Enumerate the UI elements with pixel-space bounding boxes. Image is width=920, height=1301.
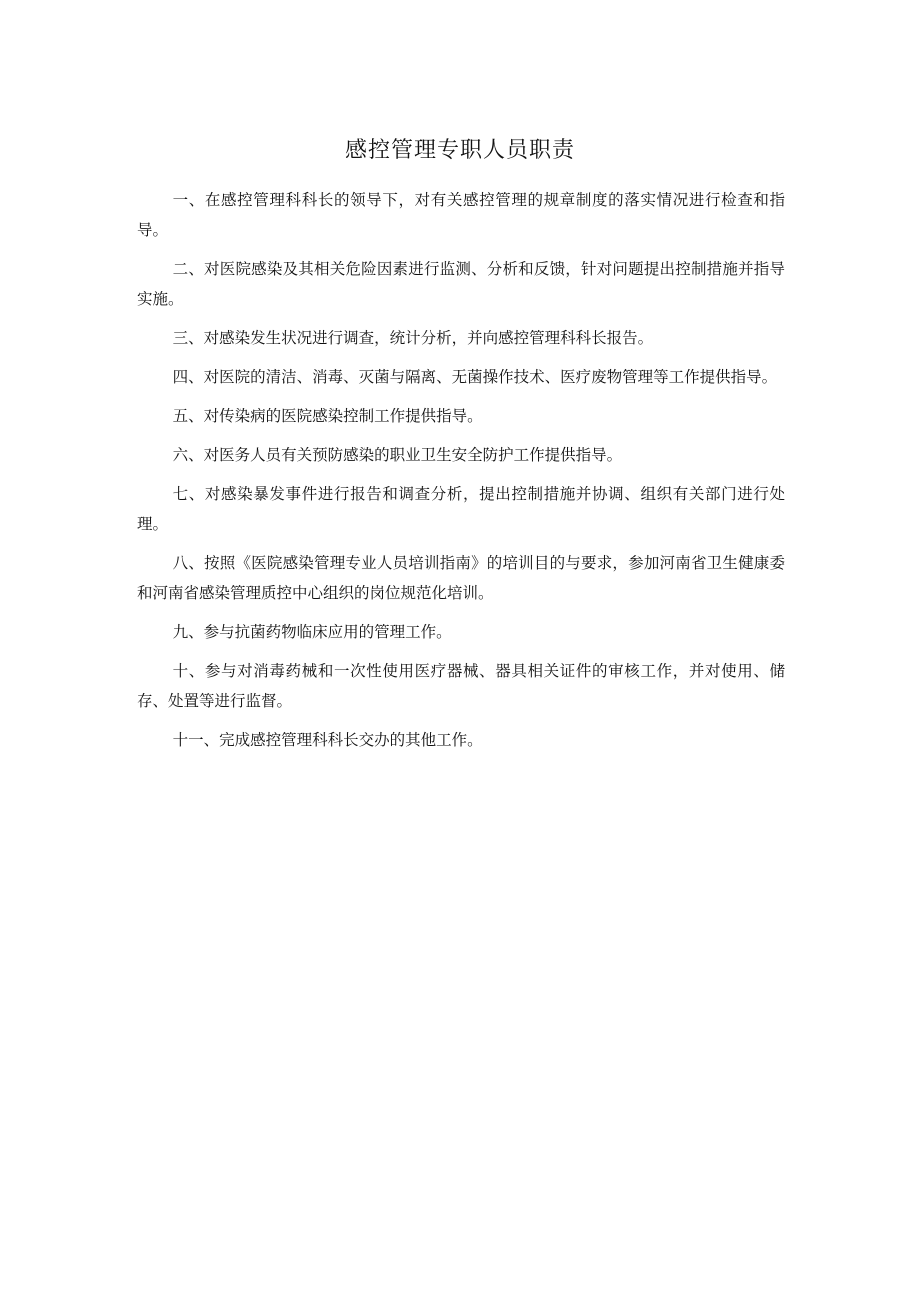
document-body	[137, 185, 785, 764]
duty-paragraph-6: 六、对医务人员有关预防感染的职业卫生安全防护工作提供指导。	[172, 446, 623, 464]
duty-paragraph-7: 七、对感染暴发事件进行报告和调查分析，提出控制措施并协调、组织有关部门进行处理。	[137, 485, 785, 533]
duty-paragraph-2: 二、对医院感染及其相关危险因素进行监测、分析和反馈，针对问题提出控制措施并指导实施。	[137, 260, 785, 308]
duty-paragraph-11: 十一、完成感控管理科科长交办的其他工作。	[172, 731, 483, 749]
duty-paragraph-9: 九、参与抗菌药物临床应用的管理工作。	[172, 623, 452, 641]
duty-paragraph-5: 五、对传染病的医院感染控制工作提供指导。	[172, 407, 483, 425]
duty-paragraph-8: 八、按照《医院感染管理专业人员培训指南》的培训目的与要求，参加河南省卫生健康委和河南省感染管理质控中心组织的岗位规范化培训。	[137, 554, 785, 602]
duty-paragraph-3: 三、对感染发生状况进行调查，统计分析，并向感控管理科科长报告。	[172, 329, 654, 347]
duty-paragraph-10: 十、参与对消毒药械和一次性使用医疗器械、器具相关证件的审核工作，并对使用、储存、处置等进行监督。	[137, 662, 785, 710]
document-title: 感控管理专职人员职责	[344, 138, 575, 163]
duty-paragraph-4: 四、对医院的清洁、消毒、灭菌与隔离、无菌操作技术、医疗废物管理等工作提供指导。	[172, 368, 778, 386]
duty-paragraph-1: 一、在感控管理科科长的领导下，对有关感控管理的规章制度的落实情况进行检查和指导。	[137, 191, 785, 239]
